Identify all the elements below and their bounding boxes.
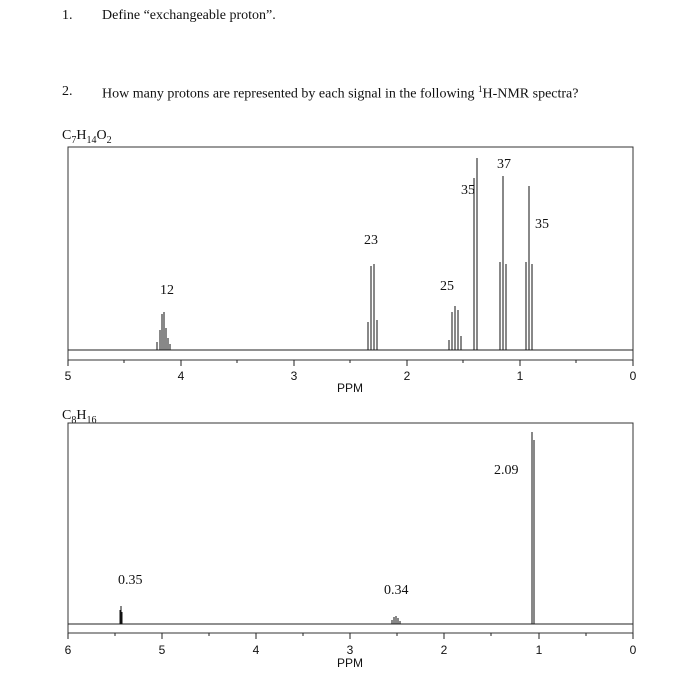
spectrum1-tick-0: 0 bbox=[629, 369, 637, 383]
spectrum2-peak-1.05 bbox=[532, 432, 534, 624]
formula1-o: O bbox=[96, 128, 107, 143]
spectrum1-peak-1.6 bbox=[449, 306, 461, 350]
spectrum2-axis-title: PPM bbox=[336, 656, 364, 670]
spectrum1-peak-0.95 bbox=[526, 186, 532, 350]
question-1-text: Define “exchangeable proton”. bbox=[102, 8, 276, 23]
spectrum1-tick-4: 4 bbox=[177, 369, 185, 383]
spectrum2-tick-4: 4 bbox=[252, 643, 260, 657]
spectrum1-peak-4.1 bbox=[157, 312, 170, 350]
spectrum2-tick-1: 1 bbox=[535, 643, 543, 657]
question-2-number: 2. bbox=[62, 84, 73, 99]
spectrum2-tick-2: 2 bbox=[440, 643, 448, 657]
formula1-h-sub: 14 bbox=[86, 134, 97, 146]
formula2-h: H bbox=[76, 408, 87, 423]
spectrum2-integration-2.09: 2.09 bbox=[494, 463, 519, 478]
spectrum2-frame bbox=[68, 423, 633, 633]
formula1-c-sub: 7 bbox=[71, 134, 77, 146]
spectrum1 bbox=[65, 147, 637, 395]
spectrum1-peak-2.3 bbox=[368, 264, 377, 350]
formula1-h: H bbox=[76, 128, 87, 143]
formula2-c: C bbox=[62, 408, 72, 423]
spectrum1-integration-35a: 35 bbox=[461, 183, 475, 198]
spectrum1-integration-23: 23 bbox=[364, 233, 378, 248]
formula1-o-sub: 2 bbox=[106, 134, 112, 146]
spectrum2-tick-marks bbox=[68, 633, 633, 639]
spectrum2-integration-0.35: 0.35 bbox=[118, 573, 143, 588]
spectrum2-integration-0.34: 0.34 bbox=[384, 583, 409, 598]
spectrum1-tick-5: 5 bbox=[64, 369, 72, 383]
question-1-number: 1. bbox=[62, 8, 73, 23]
spectrum1-tick-2: 2 bbox=[403, 369, 411, 383]
spectrum2-peak-2.5 bbox=[392, 616, 400, 624]
spectrum2-peak-5.4 bbox=[120, 606, 122, 624]
question-2-text-after: H-NMR spectra? bbox=[482, 86, 579, 102]
spectrum1-integration-37: 37 bbox=[497, 157, 511, 172]
question-2-text-before: How many protons are represented by each signal in the following bbox=[102, 86, 478, 102]
spectrum1-integration-35b: 35 bbox=[535, 217, 549, 232]
spectrum2 bbox=[65, 423, 637, 670]
spectrum1-tick-1: 1 bbox=[516, 369, 524, 383]
spectrum1-axis-title: PPM bbox=[336, 381, 364, 395]
spectrum1-peak-1.2 bbox=[500, 176, 506, 350]
spectrum2-tick-3: 3 bbox=[346, 643, 354, 657]
formula1-c: C bbox=[62, 128, 72, 143]
question-2-superscript: 1 bbox=[477, 84, 483, 94]
formula2-h-sub: 16 bbox=[86, 414, 97, 426]
spectrum2-tick-5: 5 bbox=[158, 643, 166, 657]
spectrum2-tick-0: 0 bbox=[629, 643, 637, 657]
spectrum2-tick-6: 6 bbox=[64, 643, 72, 657]
spectrum1-tick-3: 3 bbox=[290, 369, 298, 383]
spectrum1-frame bbox=[68, 147, 633, 360]
spectrum1-integration-12: 12 bbox=[160, 283, 174, 298]
formula2-c-sub: 8 bbox=[71, 414, 77, 426]
spectrum1-integration-25: 25 bbox=[440, 279, 454, 294]
spectrum1-tick-marks bbox=[68, 360, 633, 366]
